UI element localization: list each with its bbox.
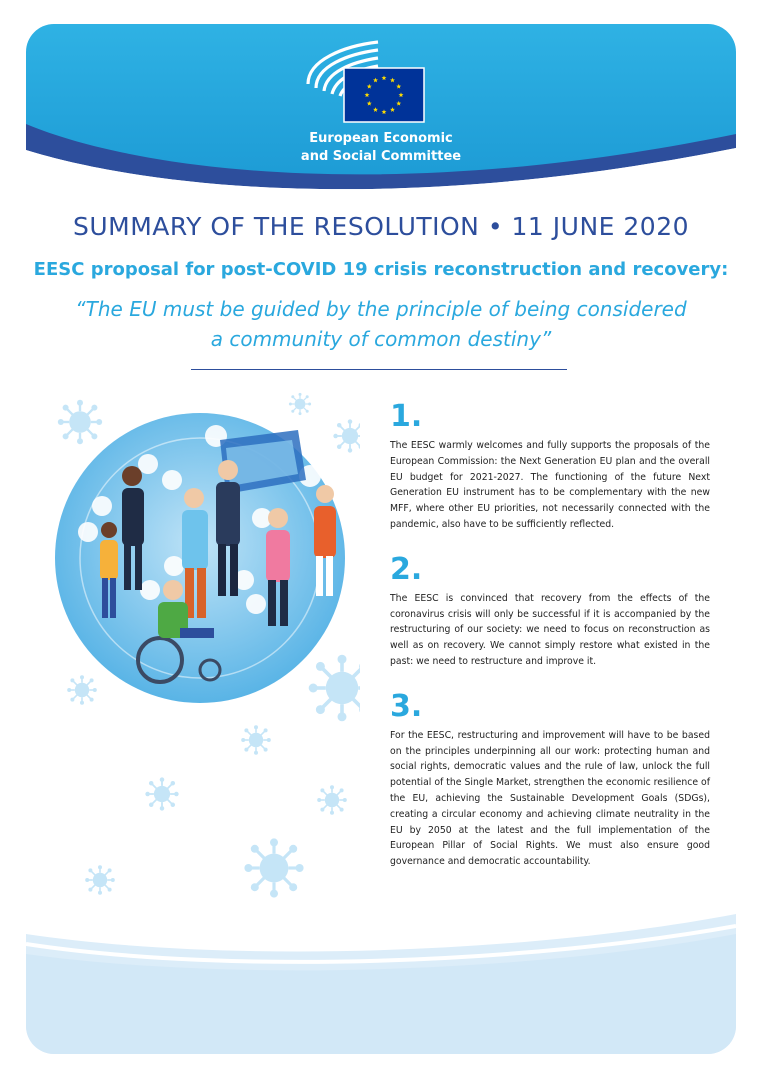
organization-name-line1: European Economic <box>309 131 453 146</box>
organization-name <box>26 130 736 166</box>
quote-line2: a community of common destiny” <box>210 327 552 351</box>
footer-waves <box>26 904 736 1054</box>
section-1 <box>390 398 710 533</box>
header-banner <box>26 24 736 224</box>
page-subtitle: EESC proposal for post-COVID 19 crisis reconstruction and recovery: <box>33 259 729 280</box>
section-2 <box>390 551 710 670</box>
section-number: 2. <box>390 551 423 587</box>
section-text: The EESC warmly welcomes and fully supports the proposals of the European Commission: the Next Generation EU plan and the overall EU budget for 2021-2027. The functioning of the future Next Generation EU instrument has to be complementary with the new MFF, where other EU priorities, not necessarily connected with the pandemic, also have to be sufficiently reflected. <box>390 440 710 530</box>
section-3 <box>390 688 710 870</box>
header-background <box>26 24 736 224</box>
page-title: SUMMARY OF THE RESOLUTION • 11 JUNE 2020 <box>72 212 690 241</box>
organization-name-line2: and Social Committee <box>300 149 462 164</box>
section-text: The EESC is convinced that recovery from the effects of the coronavirus crisis will only be successful if it is accompanied by the restructuring of our society: we need to focus on reconstruction as well as on recovery. We cannot simply restore what existed in the past: we need to restructure and improve it. <box>390 592 710 667</box>
section-number: 1. <box>390 399 423 434</box>
section-text: For the EESC, restructuring and improvement will have to be based on the principles underpinning all our work: protecting human and social rights, democratic values and the rule of law, unlock the full potential of the Single Market, strengthen the economic resilience of the EU, achieving the Sustainable Development Goals (SDGs), creating a circular economy and achieving climate neutrality in the EU by 2050 at the latest and the full implementation of the European Pillar of Social Rights. We must also ensure good governance and democratic accountability. <box>390 729 710 868</box>
eu-flag-icon <box>344 68 424 122</box>
headline-quote <box>0 294 762 354</box>
section-number: 3. <box>390 688 423 724</box>
community-illustration <box>30 390 360 910</box>
resolution-sections <box>390 398 710 888</box>
quote-line1: “The EU must be guided by the principle of being considered <box>75 297 687 321</box>
divider <box>191 369 567 370</box>
